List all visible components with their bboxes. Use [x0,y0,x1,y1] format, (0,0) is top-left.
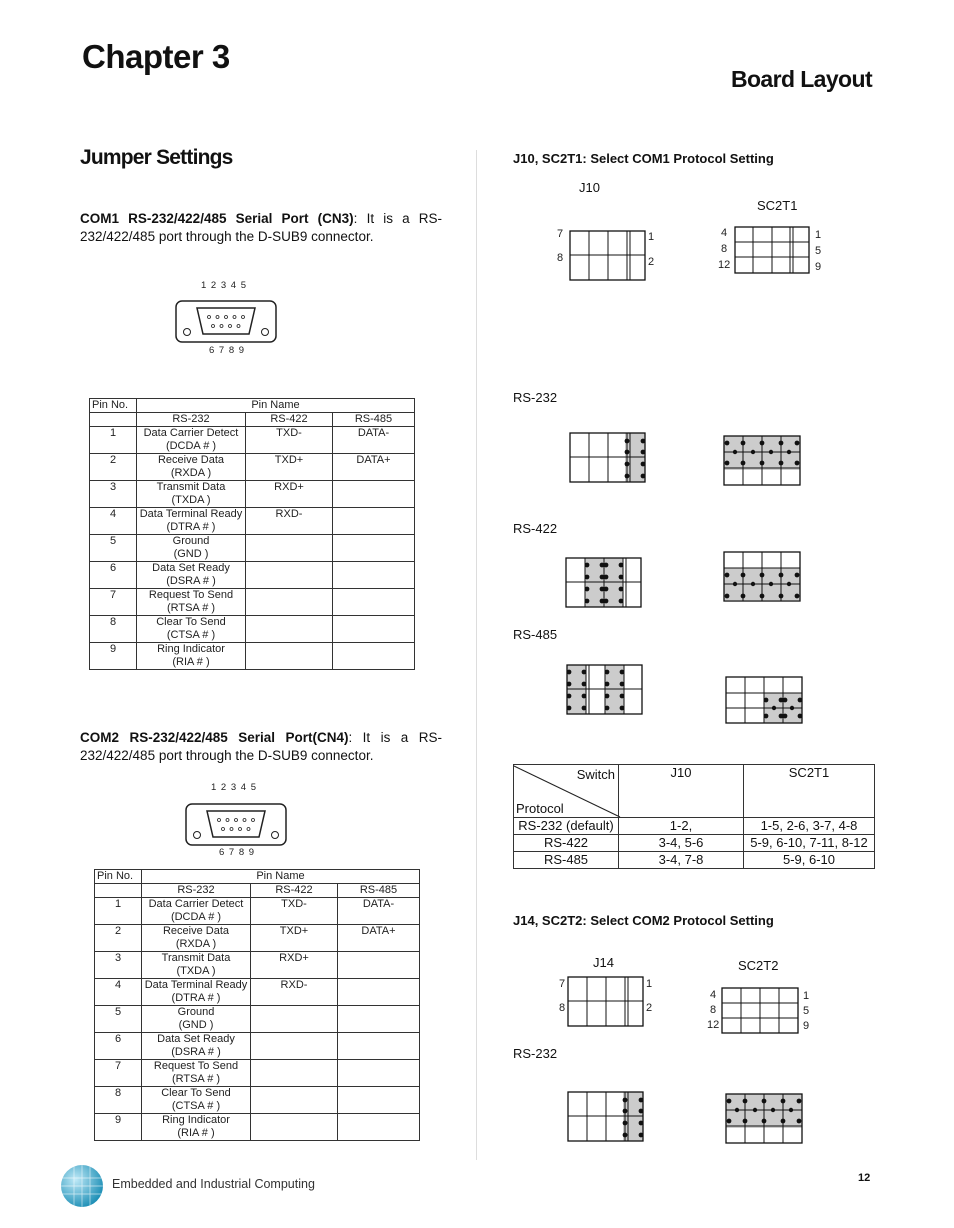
chapter-title: Chapter 3 [82,38,230,75]
j10-jumper-diagram [569,230,647,282]
com2-pin-no: 1 [95,898,142,925]
sc2t2-pin-12: 12 [707,1019,720,1031]
table-row [90,643,415,670]
protocol-cell-s: 5-9, 6-10 [744,852,875,869]
table-row [95,925,420,952]
table-row [90,427,415,454]
table-row [90,562,415,589]
signal-abbrev: (CTSA # ) [166,629,216,641]
table-row [514,818,875,835]
rs232-j14-diagram [567,1091,645,1143]
j10-pin-1: 1 [648,231,655,243]
signal-name: Request To Send [153,1060,239,1072]
com2-pin-table: Pin No. Pin Name RS-232 RS-422 RS-485 1 Data Carrier Detect (DCDA # ) TXD- DATA- 2 Receive Data (RXDA ) TXD+ DATA+ 3 Transmit Data (TXDA ) RXD+ 4 Data Terminal Ready (DTRA # ) RXD- 5 Ground (GND ) 6 Data Set Ready (DSRA # ) 7 Request To Send (RTSA # ) 8 Clear To Send (CTSA # ) 9 Ring Indicator (RIA # ) [94,869,420,1141]
sc2t2-pin-8: 8 [710,1004,717,1016]
com1-rs422 [246,643,333,670]
sc2t2-pin-9: 9 [803,1020,810,1032]
j14-pin-1: 1 [646,978,653,990]
table-row [90,508,415,535]
com2-pin-no: 4 [95,979,142,1006]
rs232-sc2t2-diagram [725,1093,805,1145]
j14-heading: J14, SC2T2: Select COM2 Protocol Setting [513,913,774,928]
signal-abbrev: (TXDA ) [171,494,211,506]
com2-description: COM2 RS-232/422/485 Serial Port(CN4): It is a RS-232/422/485 port through the D-SUB9 connector. [80,730,443,763]
signal-name: Ring Indicator [162,1114,230,1126]
com1-rs422 [246,589,333,616]
com2-rs485: DATA- [338,898,420,925]
com1-rs422 [246,616,333,643]
table-row [95,1114,420,1141]
signal-abbrev: (TXDA ) [176,965,216,977]
signal-abbrev: (RXDA ) [175,938,217,950]
com1-protocol-table [513,764,875,869]
switch-header: Switch [576,767,615,782]
sc2t1-pin-8: 8 [721,243,728,255]
com1-pin-name [137,643,246,670]
table-row [95,952,420,979]
sc2t1-jumper-diagram [734,226,812,276]
com1-rs422: TXD+ [246,454,333,481]
rs232-label: RS-232 [513,390,558,405]
sc2t1-pin-9: 9 [815,261,822,273]
com1-pin-no: 9 [90,643,137,670]
jumper-settings-heading: Jumper Settings [80,146,233,169]
signal-name: Data Set Ready [152,562,230,574]
com1-pin-no: 3 [90,481,137,508]
protocol-header: Protocol [516,801,564,816]
protocol-cell-j: 1-2, [619,818,744,835]
com1-pin-name [137,481,246,508]
sc2t2-pin-4: 4 [710,989,717,1001]
com2-pin-no: 5 [95,1006,142,1033]
com2-pins-top: 1 2 3 4 5 [211,782,257,793]
com2-rs422: RXD+ [251,952,338,979]
table-row [95,1060,420,1087]
signal-abbrev: (DSRA # ) [166,575,216,587]
j14-pin-2: 2 [646,1002,653,1014]
signal-abbrev: (CTSA # ) [171,1100,221,1112]
signal-name: Receive Data [162,925,230,937]
com2-rs485 [338,952,420,979]
signal-abbrev: (DCDA # ) [170,911,222,923]
com2-rs422 [251,1114,338,1141]
com1-pin-name [137,535,246,562]
com2-pin-name [142,952,251,979]
signal-name: Ground [172,535,210,547]
com2-pin-name [142,1006,251,1033]
signal-name: Clear To Send [156,616,226,628]
table-row [95,1006,420,1033]
com2-rs485: DATA+ [338,925,420,952]
com2-rs422: RXD- [251,979,338,1006]
com2-pin-name [142,1060,251,1087]
com1-rs485 [333,643,415,670]
com1-pin-name [137,508,246,535]
com1-pins-bottom: 6 7 8 9 [209,345,246,356]
com1-pin-no: 1 [90,427,137,454]
signal-name: Data Carrier Detect [148,898,244,910]
com1-pin-name [137,562,246,589]
com2-rs485 [338,1087,420,1114]
j14-pin-7: 7 [559,978,566,990]
com2-rs422: TXD- [251,898,338,925]
com2-pins-bottom: 6 7 8 9 [219,847,256,858]
com2-rs422: TXD+ [251,925,338,952]
signal-abbrev: (GND ) [178,1019,214,1031]
rs485-sc2t1-diagram [725,676,805,726]
com1-pin-name [137,589,246,616]
table-row [514,852,875,869]
com2-pin-no: 3 [95,952,142,979]
com1-rs422 [246,535,333,562]
j14-pin-8: 8 [559,1002,566,1014]
sc2t1-pin-5: 5 [815,245,822,257]
rs232-sc2t1-diagram [723,435,803,487]
com1-rs485 [333,508,415,535]
com2-pin-name [142,979,251,1006]
signal-abbrev: (DTRA # ) [171,992,221,1004]
table-row [90,481,415,508]
com1-rs422 [246,562,333,589]
page-number: 12 [858,1172,871,1184]
column-divider [476,150,477,1160]
j10-pin-8: 8 [557,252,564,264]
table-row [90,535,415,562]
signal-name: Request To Send [148,589,234,601]
footer-company: Embedded and Industrial Computing [112,1177,315,1191]
signal-abbrev: (DTRA # ) [166,521,216,533]
j10-pin-7: 7 [557,228,564,240]
com1-pin-no: 8 [90,616,137,643]
com1-dsub9-connector [175,300,278,344]
table-row [95,1087,420,1114]
com1-pin-no: 5 [90,535,137,562]
sc2t2-label: SC2T2 [738,958,779,973]
sc2t1-pin-12: 12 [718,259,731,271]
com1-pin-no: 6 [90,562,137,589]
com2-pin-no: 9 [95,1114,142,1141]
j10-pin-2: 2 [648,256,655,268]
rs422-sc2t1-diagram [723,551,803,603]
com1-pin-name [137,427,246,454]
com1-rs485 [333,481,415,508]
sc2t2-jumper-diagram [721,987,801,1035]
com2-pin-name [142,1087,251,1114]
protocol-cell-j: 3-4, 7-8 [619,852,744,869]
com1-rs485: DATA- [333,427,415,454]
com1-rs485: DATA+ [333,454,415,481]
table-row [95,898,420,925]
signal-abbrev: (RTSA # ) [166,602,216,614]
protocol-cell-p: RS-485 [514,852,619,869]
com2-rs422 [251,1060,338,1087]
sc2t1-header: SC2T1 [744,765,875,818]
com2-pin-no: 7 [95,1060,142,1087]
sc2t1-pin-4: 4 [721,227,728,239]
com2-rs485 [338,1060,420,1087]
com2-pin-no: 8 [95,1087,142,1114]
signal-name: Clear To Send [161,1087,231,1099]
signal-name: Transmit Data [156,481,226,493]
signal-name: Receive Data [157,454,225,466]
j14-jumper-diagram [567,976,645,1028]
signal-abbrev: (DSRA # ) [171,1046,221,1058]
protocol-cell-s: 1-5, 2-6, 3-7, 4-8 [744,818,875,835]
com1-rs485 [333,589,415,616]
com1-pin-name [137,454,246,481]
table-row [95,979,420,1006]
rs485-j10-diagram [566,664,644,716]
com2-rs485 [338,979,420,1006]
com1-rs422: RXD- [246,508,333,535]
signal-abbrev: (RTSA # ) [171,1073,221,1085]
protocol-cell-s: 5-9, 6-10, 7-11, 8-12 [744,835,875,852]
signal-name: Transmit Data [161,952,231,964]
protocol-cell-j: 3-4, 5-6 [619,835,744,852]
signal-abbrev: (RXDA ) [170,467,212,479]
sc2t2-pin-5: 5 [803,1005,810,1017]
signal-abbrev: (DCDA # ) [165,440,217,452]
protocol-cell-p: RS-422 [514,835,619,852]
rs232-j10-diagram [569,432,647,484]
com1-pin-no: 4 [90,508,137,535]
com1-rs485 [333,562,415,589]
j10-heading: J10, SC2T1: Select COM1 Protocol Setting [513,151,774,166]
com2-rs422 [251,1087,338,1114]
com1-pin-no: 7 [90,589,137,616]
com2-pin-name [142,898,251,925]
company-logo-icon [60,1164,104,1208]
signal-name: Data Set Ready [157,1033,235,1045]
table-row [90,616,415,643]
signal-abbrev: (GND ) [173,548,209,560]
signal-abbrev: (RIA # ) [177,1127,215,1139]
com1-rs485 [333,535,415,562]
signal-name: Data Terminal Ready [139,508,243,520]
signal-name: Data Terminal Ready [144,979,248,991]
com1-pin-no: 2 [90,454,137,481]
com2-pin-no: 2 [95,925,142,952]
com1-rs422: TXD- [246,427,333,454]
protocol-cell-p: RS-232 (default) [514,818,619,835]
com1-rs422: RXD+ [246,481,333,508]
com2-rs422 [251,1006,338,1033]
com2-pin-no: 6 [95,1033,142,1060]
com1-pin-name [137,616,246,643]
com2-pin-name [142,1033,251,1060]
j14-label: J14 [593,955,614,970]
signal-name: Ground [177,1006,215,1018]
sc2t1-label: SC2T1 [757,198,798,213]
com2-rs485 [338,1114,420,1141]
signal-name: Ring Indicator [157,643,225,655]
com1-pin-table: Pin No. Pin Name RS-232 RS-422 RS-485 1 Data Carrier Detect (DCDA # ) TXD- DATA- 2 Receive Data (RXDA ) TXD+ DATA+ 3 Transmit Data (TXDA ) RXD+ 4 Data Terminal Ready (DTRA # ) RXD- 5 Ground (GND ) 6 Data Set Ready (DSRA # ) 7 Request To Send (RTSA # ) 8 Clear To Send (CTSA # ) 9 Ring Indicator (RIA # ) [89,398,415,670]
com2-rs422 [251,1033,338,1060]
com1-description: COM1 RS-232/422/485 Serial Port (CN3): It is a RS-232/422/485 port through the D-SUB9 connector. [80,211,442,244]
com2-dsub9-connector [185,803,288,847]
rs485-label: RS-485 [513,627,558,642]
table-row [90,589,415,616]
com2-pin-name [142,925,251,952]
com2-rs485 [338,1033,420,1060]
table-row [95,1033,420,1060]
rs422-j10-diagram [565,557,643,609]
com1-rs485 [333,616,415,643]
table-row [514,835,875,852]
com2-pin-name [142,1114,251,1141]
com1-pins-top: 1 2 3 4 5 [201,280,247,291]
section-title: Board Layout [730,66,872,92]
rs422-label: RS-422 [513,521,558,536]
rs232-com2-label: RS-232 [513,1046,558,1061]
j10-header: J10 [619,765,744,818]
com2-rs485 [338,1006,420,1033]
signal-abbrev: (RIA # ) [172,656,210,668]
signal-name: Data Carrier Detect [143,427,239,439]
table-row [90,454,415,481]
sc2t2-pin-1: 1 [803,990,810,1002]
j10-label: J10 [579,180,600,195]
sc2t1-pin-1: 1 [815,229,822,241]
